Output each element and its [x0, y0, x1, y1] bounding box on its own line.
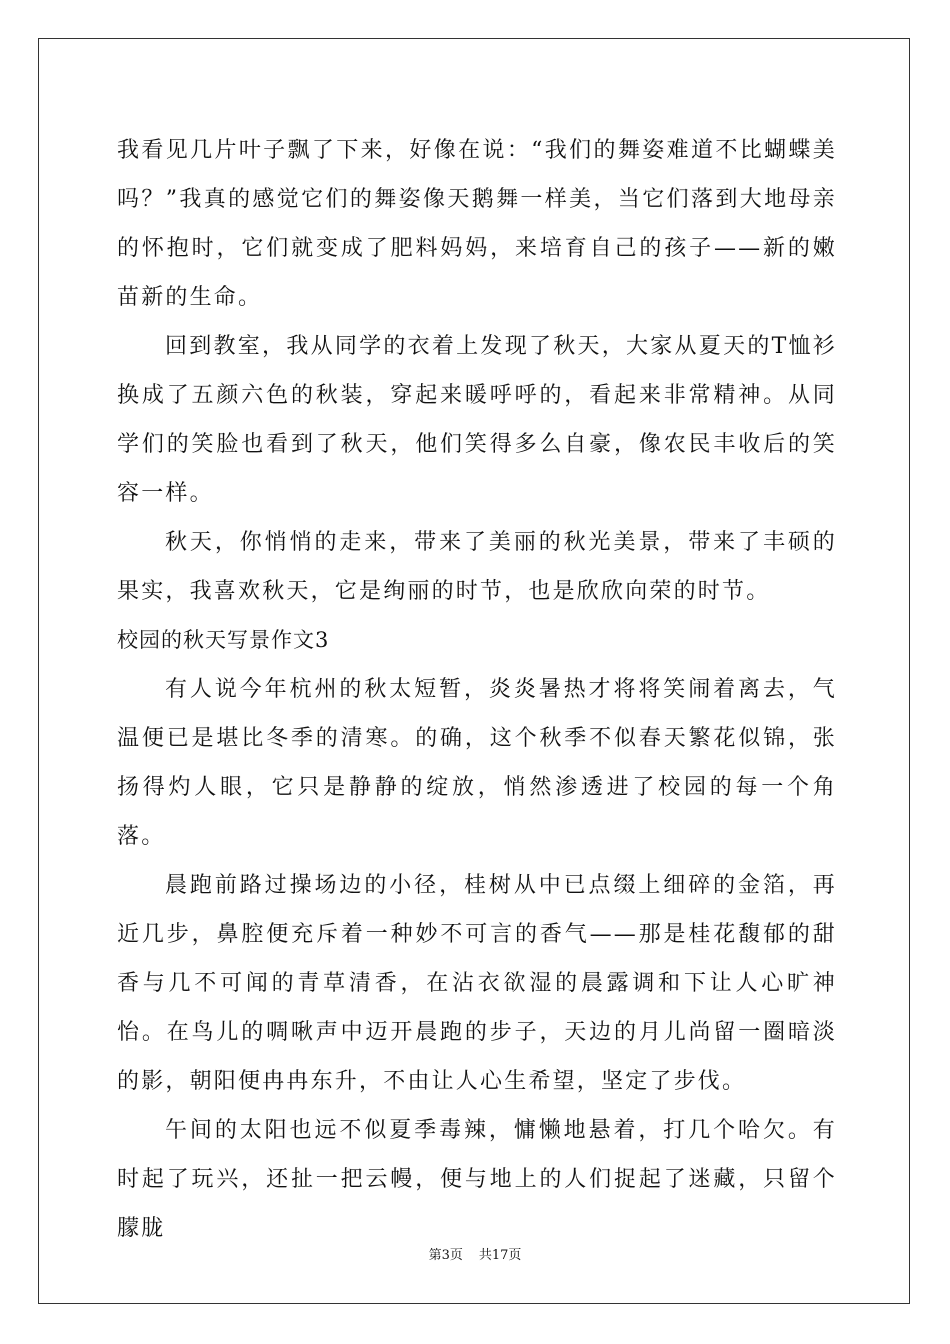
paragraph: 晨跑前路过操场边的小径，桂树从中已点缀上细碎的金箔，再近几步，鼻腔便充斥着一种妙不可言的香气——那是桂花馥郁的甜香与几不可闻的青草清香，在沾衣欲湿的晨露调和下让人心旷神怡。在鸟儿的啁啾声中迈开晨跑的步子，天边的月儿尚留一圈暗淡的影，朝阳便冉冉东升，不由让人心生希望，坚定了步伐。 — [117, 873, 837, 1094]
paragraph: 我看见几片叶子飘了下来，好像在说：“我们的舞姿难道不比蝴蝶美吗？”我真的感觉它们的舞姿像天鹅舞一样美，当它们落到大地母亲的怀抱时，它们就变成了肥料妈妈，来培育自己的孩子——新的嫩苗新的生命。 — [117, 138, 837, 310]
paragraph: 秋天，你悄悄的走来，带来了美丽的秋光美景，带来了丰硕的果实，我喜欢秋天，它是绚丽的时节，也是欣欣向荣的时节。 — [117, 530, 837, 604]
section-heading: 校园的秋天写景作文3 — [117, 628, 330, 652]
paragraph: 回到教室，我从同学的衣着上发现了秋天，大家从夏天的T恤衫换成了五颜六色的秋装，穿起来暖呼呼的，看起来非常精神。从同学们的笑脸也看到了秋天，他们笑得多么自豪，像农民丰收后的笑容一样。 — [117, 334, 837, 506]
paragraph: 午间的太阳也远不似夏季毒辣，慵懒地悬着，打几个哈欠。有时起了玩兴，还扯一把云幔，便与地上的人们捉起了迷藏，只留个朦胧 — [117, 1118, 837, 1241]
page-total: 共17页 — [478, 1248, 522, 1263]
paragraph: 有人说今年杭州的秋太短暂，炎炎暑热才将将笑闹着离去，气温便已是堪比冬季的清寒。的确，这个秋季不似春天繁花似锦，张扬得灼人眼，它只是静静的绽放，悄然渗透进了校园的每一个角落。 — [117, 677, 837, 849]
page-footer — [0, 1246, 950, 1266]
document-body — [117, 126, 837, 1253]
page-number: 第3页 — [428, 1248, 463, 1263]
